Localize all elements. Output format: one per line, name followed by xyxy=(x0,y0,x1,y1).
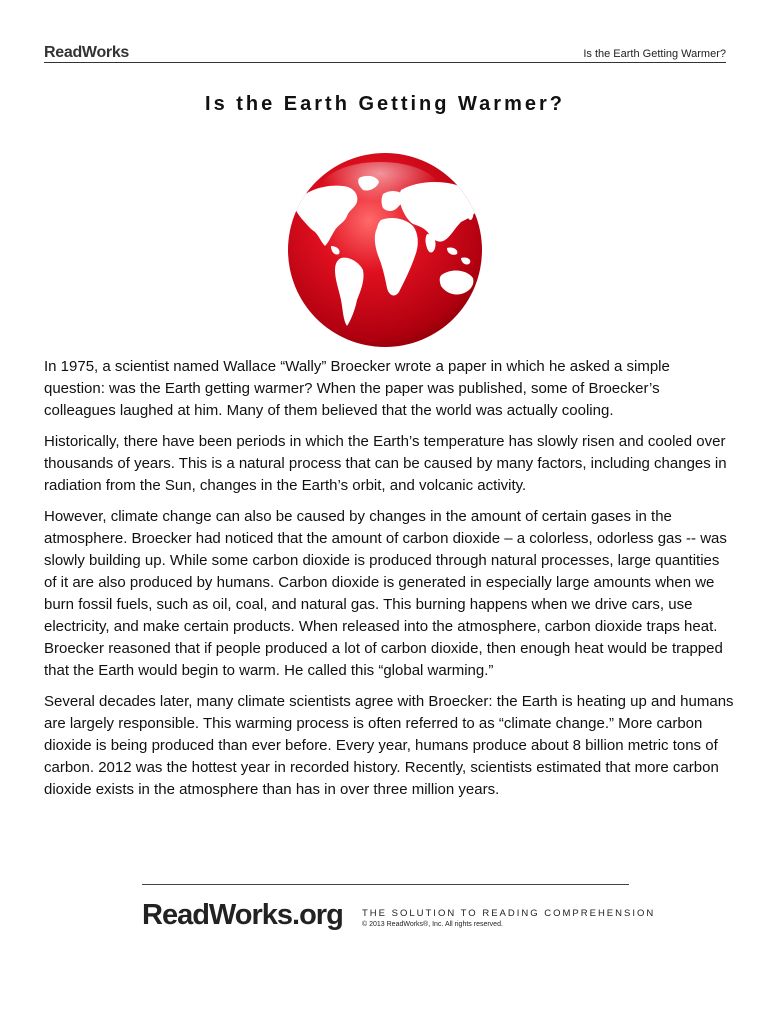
paragraph-3: However, climate change can also be caused by changes in the amount of certain gases in the atmosphere. Broecker had noticed that the amount of carbon dioxide – a colorless, odorless gas -- was slowly building up. While some carbon dioxide is produced through natural processes, large quantities of it are also produced by humans. Carbon dioxide is generated in especially large amounts when we burn fossil fuels, such as oil, coal, and natural gas. This burning happens when we drive cars, use electricity, and make certain products. When released into the atmosphere, carbon dioxide traps heat. Broecker reasoned that if people produced a lot of carbon dioxide, then enough heat would be trapped that the Earth would begin to warm. He called this “global warming.” xyxy=(44,508,727,679)
running-header-title: Is the Earth Getting Warmer? xyxy=(583,48,726,60)
paragraph-4: Several decades later, many climate scientists agree with Broecker: the Earth is heating up and humans are largely responsible. This warming process is often referred to as “climate change.” More carbon dioxide is being produced than ever before. Every year, humans produce about 8 billion metric tons of carbon. 2012 was the hottest year in recorded history. Recently, scientists estimated that more carbon dioxide exists in the atmosphere than has in over three million years. xyxy=(44,693,734,798)
footer-copyright: © 2013 ReadWorks®, Inc. All rights reserved. xyxy=(362,921,503,928)
paragraph-1: In 1975, a scientist named Wallace “Wally” Broecker wrote a paper in which he asked a simple question: was the Earth getting warmer? When the paper was published, some of Broecker’s colleagues laughed at him. Many of them believed that the world was actually cooling. xyxy=(44,358,670,419)
readworks-header-logo: ReadWorks xyxy=(44,44,130,61)
globe-icon xyxy=(285,150,485,350)
globe-illustration xyxy=(285,150,485,350)
footer-tagline: THE SOLUTION TO READING COMPREHENSION xyxy=(362,908,656,919)
article-body xyxy=(44,356,734,810)
paragraph-2: Historically, there have been periods in which the Earth’s temperature has slowly risen and cooled over thousands of years. This is a natural process that can be caused by many factors, including changes in radiation from the Sun, changes in the Earth’s orbit, and volcanic activity. xyxy=(44,433,727,494)
page-title: Is the Earth Getting Warmer? xyxy=(205,93,565,115)
readworks-footer-logo: ReadWorks.org xyxy=(142,899,343,931)
header-divider xyxy=(44,62,726,63)
footer-divider xyxy=(142,884,629,885)
